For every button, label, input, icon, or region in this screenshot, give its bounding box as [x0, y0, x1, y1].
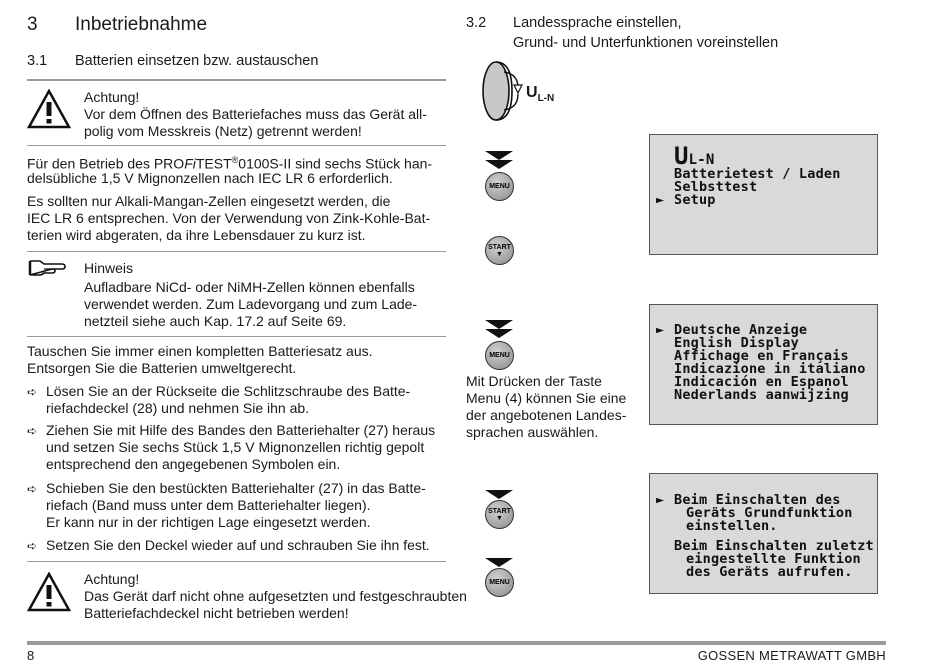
paragraph-line: Für den Betrieb des PROFiTEST®0100S-II sind sechs Stück han- — [27, 155, 433, 172]
lcd-line: English Display — [674, 335, 799, 351]
warning1-line: polig vom Messkreis (Netz) getrennt werden! — [84, 123, 362, 139]
arrow-bullet-icon: ➪ — [27, 539, 38, 553]
chapter-number: 3 — [27, 14, 38, 35]
divider — [27, 561, 446, 562]
chevron-down-icon — [485, 320, 513, 329]
note-title: Hinweis — [84, 260, 134, 276]
warning2-line: Das Gerät darf nicht ohne aufgesetzten und festgeschraubten — [84, 588, 467, 604]
note-line: verwendet werden. Zum Ladevorgang und zum Lade- — [84, 296, 418, 312]
lcd-line: Nederlands aanwijzing — [674, 387, 849, 403]
lcd-line: Beim Einschalten zuletzt — [674, 538, 874, 554]
lcd-line: Indicación en Espanol — [674, 374, 849, 390]
step-line: Ziehen Sie mit Hilfe des Bandes den Batteriehalter (27) heraus — [46, 422, 436, 438]
lcd-cursor-icon: ► — [656, 322, 665, 338]
lcd-cursor-icon: ► — [656, 492, 665, 508]
lcd-line: Selbsttest — [674, 179, 758, 195]
lcd-line: Affichage en Français — [674, 348, 849, 364]
divider — [27, 79, 446, 81]
lcd-line-selected: Beim Einschalten des — [674, 492, 841, 508]
section-number: 3.2 — [466, 15, 487, 31]
paragraph-line: Tauschen Sie immer einen kompletten Batteriesatz aus. — [27, 343, 373, 359]
menu-instruction-line: sprachen auswählen. — [466, 424, 599, 440]
note-line: Aufladbare NiCd- oder NiMH-Zellen können ebenfalls — [84, 279, 415, 295]
lcd-cursor-icon: ► — [656, 192, 665, 208]
company-name: GOSSEN METRAWATT GMBH — [697, 648, 886, 663]
divider — [27, 251, 446, 252]
menu-key: MENU — [485, 568, 514, 597]
lcd-line: Geräts Grundfunktion — [686, 505, 853, 521]
warning-triangle-icon — [27, 89, 71, 129]
lcd-line: einstellen. — [686, 518, 778, 534]
divider — [27, 145, 446, 146]
section-title: Batterien einsetzen bzw. austauschen — [75, 53, 319, 69]
step-line: Lösen Sie an der Rückseite die Schlitzschraube des Batte- — [46, 383, 411, 399]
lcd-line: des Geräts aufrufen. — [686, 564, 853, 580]
paragraph-line: IEC LR 6 entsprechen. Von der Verwendung von Zink-Kohle-Bat- — [27, 210, 431, 226]
lcd-line-selected: Deutsche Anzeige — [674, 322, 808, 338]
step-line: riefachdeckel (28) und nehmen Sie ihn ab. — [46, 400, 310, 416]
triangle-down-icon: ▼ — [496, 250, 503, 258]
chevron-down-icon — [485, 558, 513, 567]
lcd-line: Batterietest / Laden — [674, 166, 841, 182]
menu-key: MENU — [485, 341, 514, 370]
arrow-bullet-icon: ➪ — [27, 424, 38, 438]
section-number: 3.1 — [27, 53, 48, 69]
menu-instruction-line: der angebotenen Landes- — [466, 407, 627, 423]
lcd-display-startup — [649, 473, 878, 594]
triangle-down-icon: ▼ — [496, 514, 503, 522]
step-line: Schieben Sie den bestückten Batteriehalter (27) in das Batte- — [46, 480, 426, 496]
lcd-title: UL-N — [674, 142, 715, 170]
warning2-line: Batteriefachdeckel nicht betrieben werden! — [84, 605, 349, 621]
menu-instruction-line: Mit Drücken der Taste — [466, 373, 602, 389]
footer-rule — [27, 641, 886, 645]
pointing-hand-icon — [28, 258, 66, 276]
chevron-down-icon — [485, 151, 513, 160]
step-line: entsprechend den angegebenen Symbolen ein. — [46, 456, 341, 472]
knob-label: $U_{L-N}$ — [526, 84, 555, 105]
paragraph-line: Entsorgen Sie die Batterien umweltgerecht. — [27, 360, 297, 376]
paragraph-line: terien wird abgeraten, da ihre Lebensdauer zu kurz ist. — [27, 227, 366, 243]
step-line: Setzen Sie den Deckel wieder auf und schrauben Sie ihn fest. — [46, 537, 430, 553]
warning1-line: Vor dem Öffnen des Batteriefaches muss das Gerät all- — [84, 106, 427, 122]
warning-triangle-icon — [27, 572, 71, 612]
divider — [27, 336, 446, 337]
paragraph-line: delsübliche 1,5 V Mignonzellen nach IEC LR 6 erforderlich. — [27, 170, 393, 186]
step-line: und setzen Sie sechs Stück 1,5 V Mignonzellen richtig gepolt — [46, 439, 425, 455]
chevron-down-icon — [485, 160, 513, 169]
step-line: Er kann nur in der richtigen Lage eingesetzt werden. — [46, 514, 371, 530]
section-title: Landessprache einstellen, — [513, 15, 682, 31]
note-line: netzteil siehe auch Kap. 17.2 auf Seite 69. — [84, 313, 347, 329]
lcd-display-language — [649, 304, 878, 425]
start-key: START ▼ — [485, 500, 514, 529]
menu-instruction-line: Menu (4) können Sie eine — [466, 390, 627, 406]
chevron-down-icon — [485, 490, 513, 499]
lcd-line: eingestellte Funktion — [686, 551, 861, 567]
paragraph-line: Es sollten nur Alkali-Mangan-Zellen eingesetzt werden, die — [27, 193, 391, 209]
warning2-title: Achtung! — [84, 571, 140, 587]
page-number: 8 — [27, 648, 35, 663]
chevron-down-icon — [485, 329, 513, 338]
rotary-switch-icon — [474, 58, 526, 124]
start-key: START ▼ — [485, 236, 514, 265]
step-line: riefach (Band muss unter dem Batteriehalter liegen). — [46, 497, 371, 513]
arrow-bullet-icon: ➪ — [27, 385, 38, 399]
section-title: Grund- und Unterfunktionen voreinstellen — [513, 35, 779, 51]
warning1-title: Achtung! — [84, 89, 140, 105]
lcd-line: Indicazione in italiano — [674, 361, 866, 377]
lcd-line-selected: Setup — [674, 192, 716, 208]
chapter-title: Inbetriebnahme — [75, 14, 208, 35]
lcd-display-main-menu — [649, 134, 878, 255]
menu-key: MENU — [485, 172, 514, 201]
arrow-bullet-icon: ➪ — [27, 482, 38, 496]
